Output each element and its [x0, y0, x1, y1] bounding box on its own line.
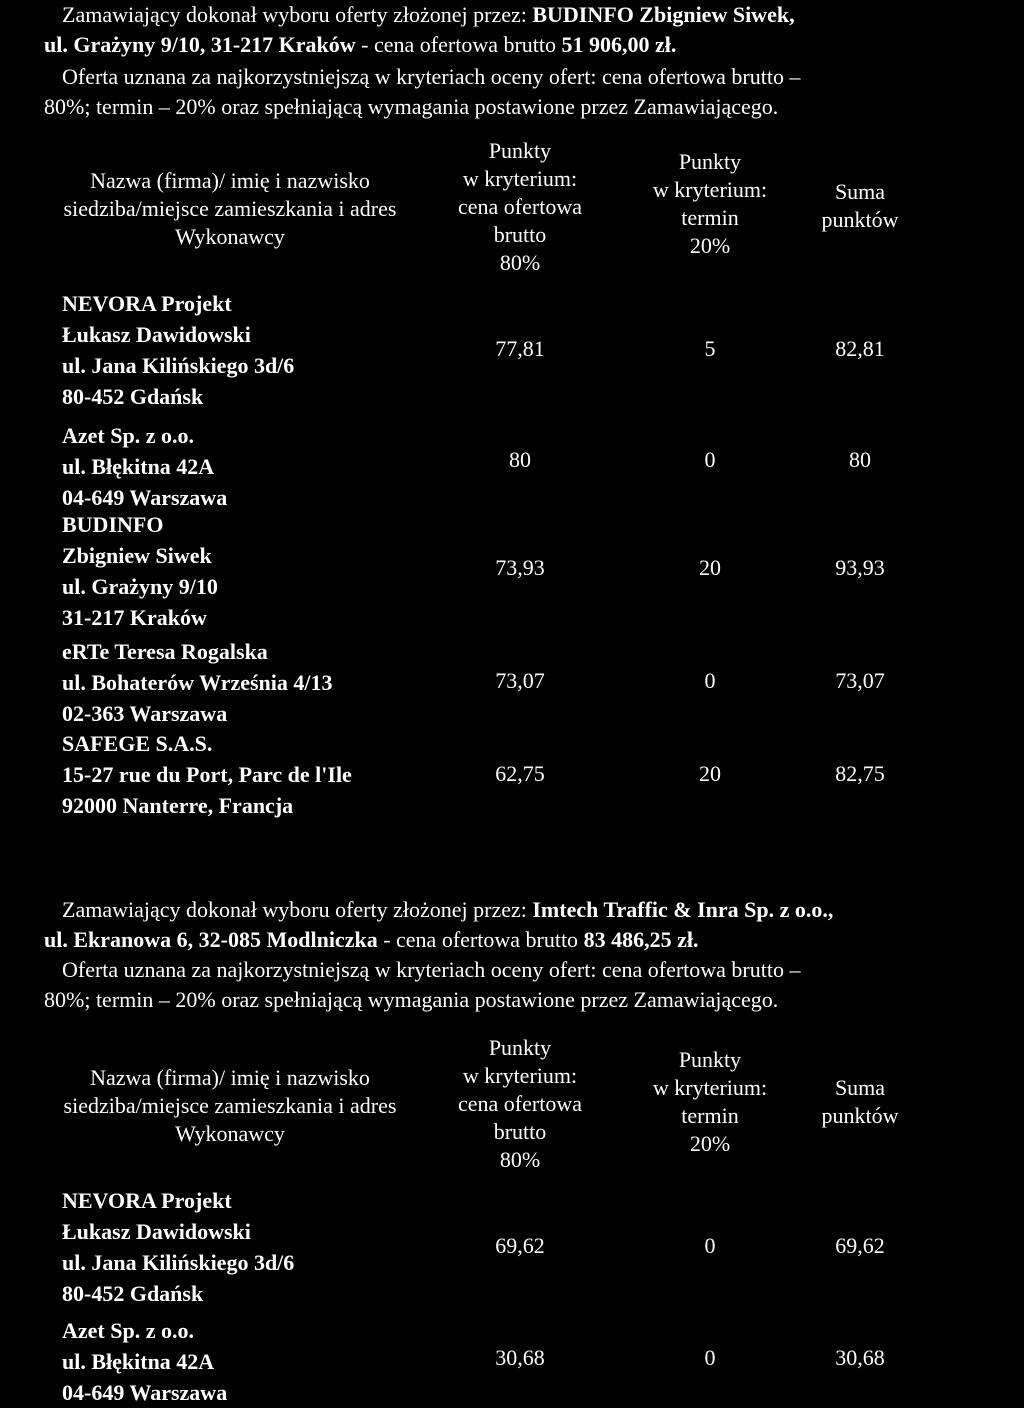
header-name: Nazwa (firma)/ imię i nazwisko siedziba/miejsce zamieszkania i adres Wykonawcy [63, 168, 397, 249]
term-points-value: 0 [704, 1345, 716, 1370]
term-points-value: 20 [699, 555, 721, 580]
company-info: eRTe Teresa Rogalska ul. Bohaterów Września 4/13 02-363 Warszawa [62, 639, 333, 726]
price-points-value: 80 [509, 447, 531, 472]
sum-points-value: 82,75 [835, 761, 885, 786]
intro-line-1: Zamawiający dokonał wyboru oferty złożonej przez: Imtech Traffic & Inra Sp. z o.o., [62, 897, 834, 922]
header-term-points: Punkty w kryterium: termin 20% [652, 1047, 768, 1156]
sum-points-value: 93,93 [835, 555, 885, 580]
term-points-value: 0 [704, 668, 716, 693]
term-points-value: 0 [704, 1233, 716, 1258]
price-points-value: 73,07 [495, 668, 545, 693]
sum-points-value: 80 [849, 447, 871, 472]
intro-line-3: Oferta uznana za najkorzystniejszą w kryteriach oceny ofert: cena ofertowa brutto – [62, 64, 801, 89]
company-info: NEVORA Projekt Łukasz Dawidowski ul. Jana Kilińskiego 3d/6 80-452 Gdańsk [62, 291, 295, 409]
sum-points-value: 30,68 [835, 1345, 885, 1370]
company-info: BUDINFO Zbigniew Siwek ul. Grażyny 9/10 31-217 Kraków [62, 512, 218, 630]
intro-line-3: Oferta uznana za najkorzystniejszą w kryteriach oceny ofert: cena ofertowa brutto – [62, 957, 801, 982]
sum-points-value: 82,81 [835, 336, 885, 361]
header-sum-points: Suma punktów [821, 179, 899, 232]
sum-points-value: 69,62 [835, 1233, 885, 1258]
header-price-points: Punkty w kryterium: cena ofertowa brutto 80% [458, 1035, 582, 1172]
term-points-value: 0 [704, 447, 716, 472]
sum-points-value: 73,07 [835, 668, 885, 693]
price-points-value: 62,75 [495, 761, 545, 786]
intro-line-2: ul. Ekranowa 6, 32-085 Modlniczka - cena ofertowa brutto 83 486,25 zł. [44, 927, 699, 952]
price-points-value: 73,93 [495, 555, 545, 580]
intro-line-4: 80%; termin – 20% oraz spełniającą wymagania postawione przez Zamawiającego. [44, 94, 779, 119]
term-points-value: 5 [704, 336, 716, 361]
header-sum-points: Suma punktów [821, 1075, 899, 1128]
price-points-value: 30,68 [495, 1345, 545, 1370]
price-points-value: 77,81 [495, 336, 545, 361]
company-info: Azet Sp. z o.o. ul. Błękitna 42A 04-649 Warszawa [62, 1318, 228, 1405]
term-points-value: 20 [699, 761, 721, 786]
header-price-points: Punkty w kryterium: cena ofertowa brutto 80% [458, 138, 582, 275]
company-info: SAFEGE S.A.S. 15-27 rue du Port, Parc de l'Ile 92000 Nanterre, Francja [62, 731, 352, 818]
header-term-points: Punkty w kryterium: termin 20% [652, 149, 768, 258]
intro-line-1: Zamawiający dokonał wyboru oferty złożonej przez: BUDINFO Zbigniew Siwek, [62, 2, 795, 27]
price-points-value: 69,62 [495, 1233, 545, 1258]
intro-line-2: ul. Grażyny 9/10, 31-217 Kraków - cena ofertowa brutto 51 906,00 zł. [44, 32, 677, 57]
company-info: NEVORA Projekt Łukasz Dawidowski ul. Jana Kilińskiego 3d/6 80-452 Gdańsk [62, 1188, 295, 1306]
intro-line-4: 80%; termin – 20% oraz spełniającą wymagania postawione przez Zamawiającego. [44, 987, 779, 1012]
header-name: Nazwa (firma)/ imię i nazwisko siedziba/miejsce zamieszkania i adres Wykonawcy [63, 1065, 397, 1146]
company-info: Azet Sp. z o.o. ul. Błękitna 42A 04-649 Warszawa [62, 423, 228, 510]
